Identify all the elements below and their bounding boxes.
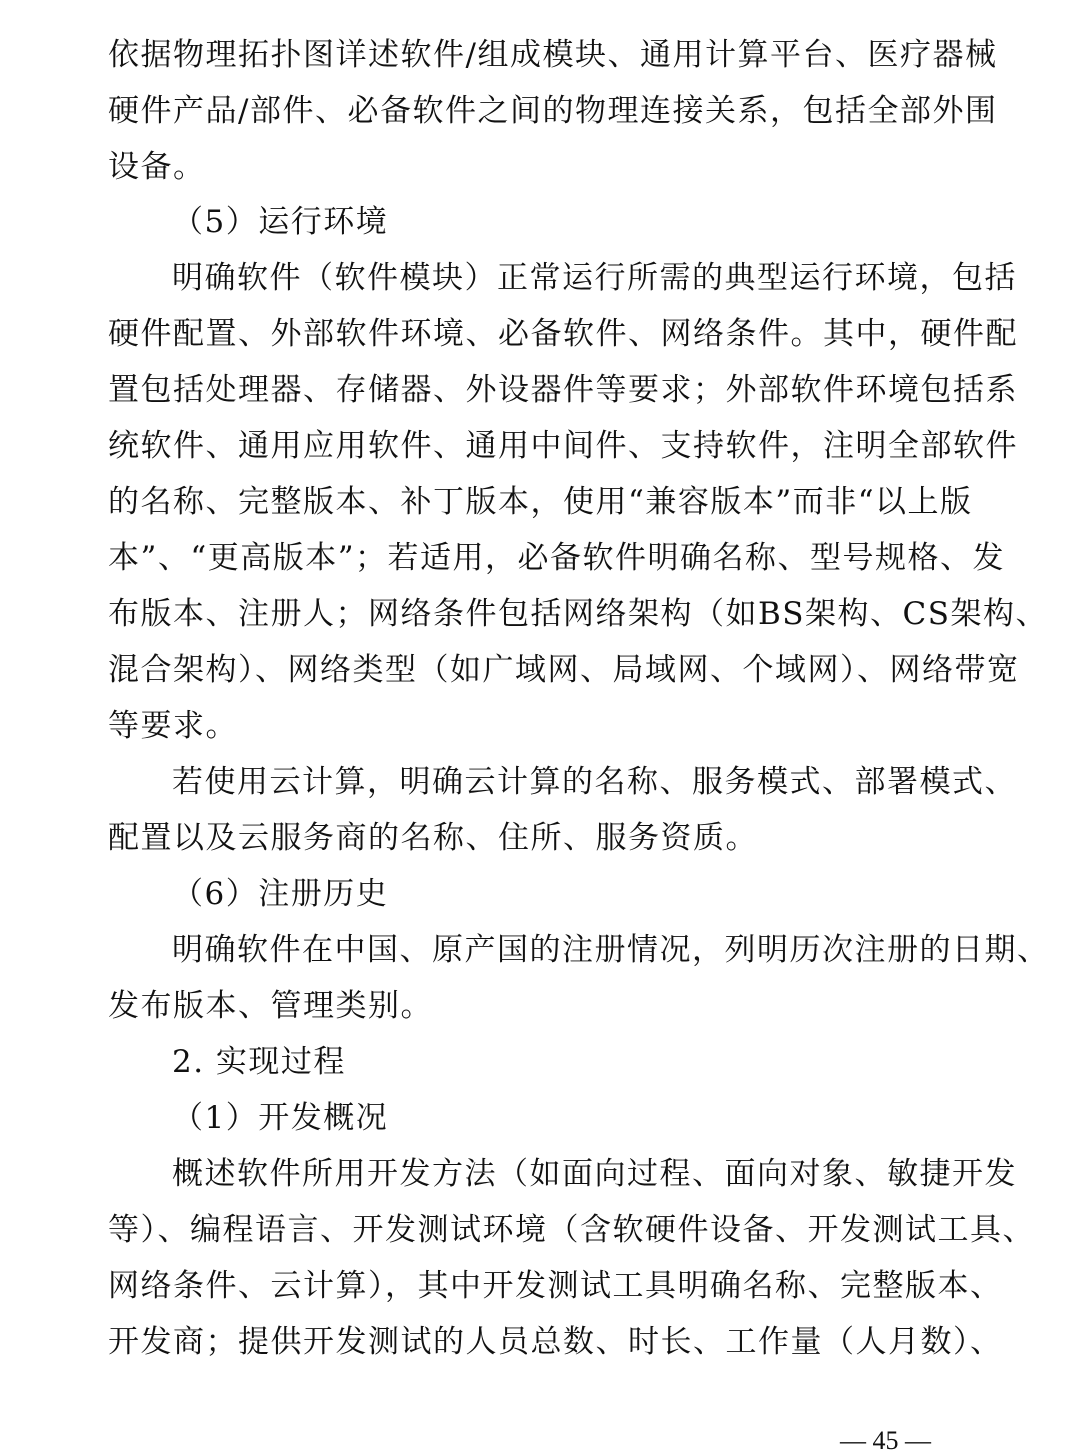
- text-line: [0, 306, 1080, 362]
- text-line: [0, 698, 1080, 754]
- text-line: [0, 83, 1080, 139]
- text-line-content: 本”、“更高版本”；若适用，必备软件明确名称、型号规格、发: [108, 540, 1006, 576]
- text-line: [0, 810, 1080, 866]
- text-line: [0, 754, 1080, 810]
- text-line-content: 硬件产品/部件、必备软件之间的物理连接关系，包括全部外围: [108, 93, 998, 129]
- text-line: [0, 530, 1080, 586]
- section-heading-text: 2. 实现过程: [172, 1044, 346, 1080]
- section-heading: [0, 1034, 1080, 1090]
- section-heading: [0, 866, 1080, 922]
- section-heading: [0, 194, 1080, 250]
- text-line-content: 概述软件所用开发方法（如面向过程、面向对象、敏捷开发: [172, 1156, 1017, 1192]
- text-line: [0, 642, 1080, 698]
- text-line: [0, 27, 1080, 83]
- text-line-content: 设备。: [108, 149, 206, 185]
- text-line: [0, 474, 1080, 530]
- text-line: [0, 1314, 1080, 1370]
- text-line-content: 等）、编程语言、开发测试环境（含软硬件设备、开发测试工具、: [108, 1212, 1035, 1248]
- text-line-content: 混合架构）、网络类型（如广域网、局域网、个域网）、网络带宽: [108, 652, 1020, 688]
- section-heading-text: （6）注册历史: [172, 876, 389, 912]
- text-line: [0, 418, 1080, 474]
- text-line-content: 硬件配置、外部软件环境、必备软件、网络条件。其中，硬件配: [108, 316, 1018, 352]
- text-line-content: 置包括处理器、存储器、外设器件等要求；外部软件环境包括系: [108, 372, 1018, 408]
- text-line: [0, 1258, 1080, 1314]
- text-line: [0, 362, 1080, 418]
- text-line: [0, 922, 1080, 978]
- text-line-content: 开发商；提供开发测试的人员总数、时长、工作量（人月数）、: [108, 1324, 1003, 1360]
- text-line: [0, 1202, 1080, 1258]
- text-line: [0, 139, 1080, 195]
- text-line-content: 明确软件（软件模块）正常运行所需的典型运行环境，包括: [172, 260, 1017, 296]
- text-line-content: 网络条件、云计算），其中开发测试工具明确名称、完整版本、: [108, 1268, 1003, 1304]
- section-heading-text: （5）运行环境: [172, 204, 389, 240]
- section-heading: [0, 1090, 1080, 1146]
- text-line-content: 等要求。: [108, 708, 238, 744]
- text-line: [0, 250, 1080, 306]
- page-number: — 45 —: [840, 1426, 931, 1455]
- text-line-content: 发布版本、管理类别。: [108, 988, 433, 1024]
- text-line-content: 若使用云计算，明确云计算的名称、服务模式、部署模式、: [172, 764, 1017, 800]
- text-line-content: 依据物理拓扑图详述软件/组成模块、通用计算平台、医疗器械: [108, 37, 998, 73]
- text-line: [0, 1146, 1080, 1202]
- text-line-content: 配置以及云服务商的名称、住所、服务资质。: [108, 820, 758, 856]
- text-line: [0, 586, 1080, 642]
- text-line-content: 明确软件在中国、原产国的注册情况，列明历次注册的日期、: [172, 932, 1050, 968]
- text-line: [0, 978, 1080, 1034]
- text-line-content: 统软件、通用应用软件、通用中间件、支持软件，注明全部软件: [108, 428, 1018, 464]
- section-heading-text: （1）开发概况: [172, 1100, 389, 1136]
- text-line-content: 布版本、注册人；网络条件包括网络架构（如BS架构、CS架构、: [108, 596, 1048, 632]
- text-line-content: 的名称、完整版本、补丁版本，使用“兼容版本”而非“以上版: [108, 484, 973, 520]
